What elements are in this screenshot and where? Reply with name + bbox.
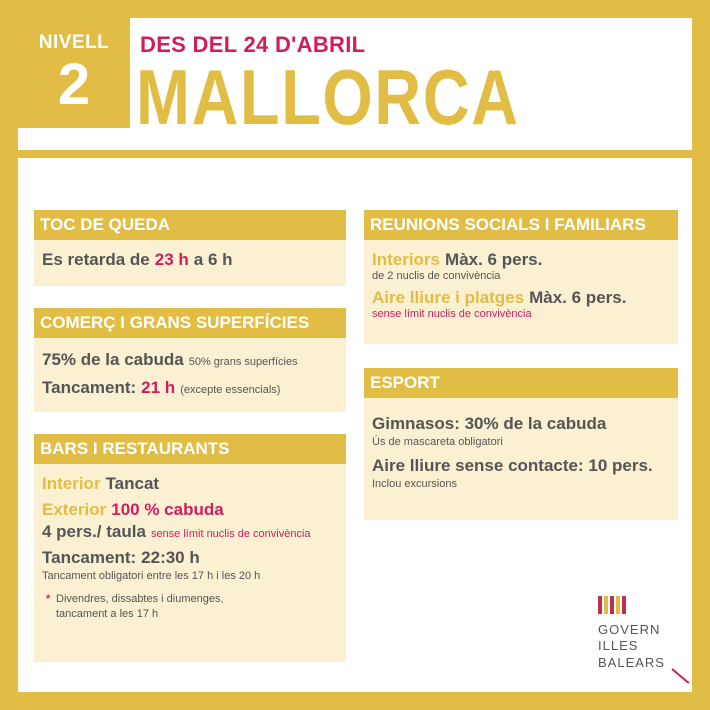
divider-band: [18, 150, 692, 158]
curfew-pre: Es retarda de: [42, 250, 150, 269]
sport-gym-note: Ús de mascareta obligatori: [372, 436, 503, 448]
commerce-capacity: 75% de la cabuda: [42, 350, 184, 369]
commerce-closing-note: (excepte essencials): [180, 384, 281, 396]
curfew-title: TOC DE QUEDA: [34, 210, 346, 240]
curfew-post: a 6 h: [193, 250, 233, 269]
bars-card: [34, 434, 346, 662]
bars-weekend-note: [42, 592, 338, 622]
bars-weekend-note-line2: tancament a les 17 h: [56, 607, 159, 620]
commerce-closing-label: Tancament:: [42, 378, 137, 397]
bars-per-table: 4 pers./ taula: [42, 522, 146, 541]
bars-closing-time: 22:30 h: [141, 548, 200, 567]
social-outdoor-note: sense límit nuclis de convivència: [372, 308, 532, 320]
bars-weekend-note-line1: Divendres, dissabtes i diumenges,: [56, 593, 224, 605]
govern-logo: [598, 596, 665, 671]
sport-outdoor: Aire lliure sense contacte: 10 pers.: [372, 456, 653, 475]
commerce-capacity-note: 50% grans superfícies: [188, 356, 298, 368]
social-interior-note: de 2 nuclis de convivència: [372, 270, 501, 282]
logo-line2: ILLES: [598, 638, 639, 654]
social-interior-value: Màx. 6 pers.: [445, 250, 543, 269]
bars-interior-label: Interior: [42, 474, 101, 493]
logo-line1: GOVERN: [598, 622, 661, 637]
balearic-emblem-icon: [598, 596, 665, 614]
sport-title: ESPORT: [364, 368, 678, 398]
social-title: REUNIONS SOCIALS I FAMILIARS: [364, 210, 678, 240]
logo-line3: BALEARS: [598, 654, 665, 670]
bars-closing-label: Tancament:: [42, 548, 137, 567]
social-outdoor-label: Aire lliure i platges: [372, 288, 525, 307]
bars-per-table-note: sense límit nuclis de convivència: [150, 528, 311, 540]
sport-card: [364, 368, 678, 520]
bars-interior-value: Tancat: [105, 474, 160, 493]
commerce-title: COMERÇ I GRANS SUPERFÍCIES: [34, 308, 346, 338]
curfew-card: [34, 210, 346, 286]
start-date: DES DEL 24 D'ABRIL: [140, 32, 366, 57]
social-outdoor-value: Màx. 6 pers.: [529, 288, 627, 307]
level-label: NIVELL: [38, 32, 110, 53]
sport-gym: Gimnasos: 30% de la cabuda: [372, 414, 607, 433]
sport-outdoor-note: Inclou excursions: [372, 478, 457, 490]
level-badge: [18, 18, 130, 128]
bars-closing-note: Tancament obligatori entre les 17 h i les 20 h: [42, 570, 261, 582]
island-title: MALLORCA: [136, 53, 520, 141]
commerce-card: [34, 308, 346, 412]
curfew-hour: 23 h: [154, 250, 189, 269]
bars-exterior-label: Exterior: [42, 500, 107, 519]
social-card: [364, 210, 678, 344]
level-number: 2: [57, 52, 91, 117]
social-interior-label: Interiors: [372, 250, 441, 269]
asterisk-mark: *: [46, 593, 51, 605]
bars-title: BARS I RESTAURANTS: [34, 434, 346, 464]
bars-exterior-value: 100 % cabuda: [111, 500, 224, 519]
commerce-closing-time: 21 h: [141, 378, 176, 397]
